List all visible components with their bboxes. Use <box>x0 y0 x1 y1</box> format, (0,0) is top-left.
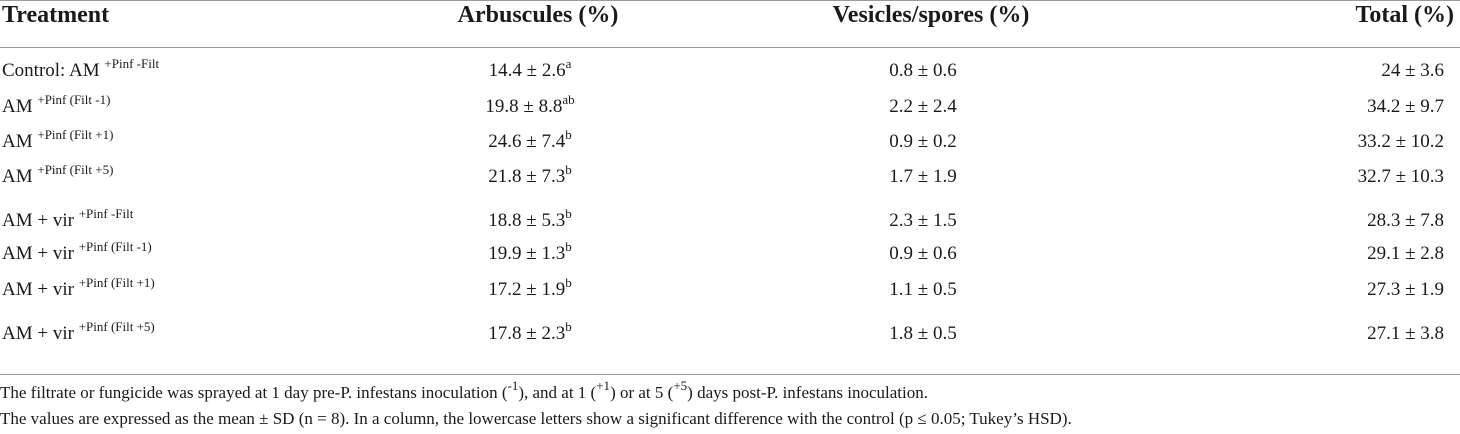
arbuscules-cell <box>380 56 680 82</box>
table-header-rule <box>0 47 1460 48</box>
header-arbuscules: Arbuscules (%) <box>457 2 619 28</box>
table-row <box>0 206 1460 240</box>
treatment-superscript: +Pinf (Filt -1) <box>37 92 111 107</box>
footnote-1-sup-c: +5 <box>673 378 688 393</box>
treatment-superscript: +Pinf (Filt +5) <box>78 319 155 334</box>
vesicles-cell: 2.2 ± 2.4 <box>889 96 957 117</box>
footnote-1-sup-b: +1 <box>596 378 611 393</box>
arbuscules-value: 17.2 ± 1.9 <box>488 279 566 300</box>
arbuscules-cell <box>380 127 680 153</box>
vesicles-cell: 2.3 ± 1.5 <box>889 210 957 231</box>
treatment-superscript: +Pinf -Filt <box>104 56 160 71</box>
footnote-2: The values are expressed as the mean ± SD (n = 8). In a column, the lowercase letters show a significant difference with the control (p ≤ 0.05; Tukey’s HSD). <box>0 409 1072 428</box>
arbuscules-cell <box>380 275 680 301</box>
total-cell: 28.3 ± 7.8 <box>1367 210 1444 231</box>
significance-letter: b <box>565 275 572 290</box>
vesicles-cell: 1.7 ± 1.9 <box>889 166 957 187</box>
vesicles-cell: 1.8 ± 0.5 <box>889 323 957 344</box>
total-cell: 34.2 ± 9.7 <box>1367 96 1444 117</box>
footnote-1 <box>0 378 928 403</box>
arbuscules-value: 18.8 ± 5.3 <box>488 210 566 231</box>
table-row <box>0 275 1460 309</box>
total-cell: 29.1 ± 2.8 <box>1367 243 1444 264</box>
table-row <box>0 127 1460 161</box>
arbuscules-cell <box>380 319 680 345</box>
arbuscules-value: 19.8 ± 8.8 <box>485 96 563 117</box>
treatment-cell <box>2 92 111 118</box>
significance-letter: ab <box>562 92 575 107</box>
significance-letter: b <box>565 162 572 177</box>
treatment-name: AM + vir <box>2 279 79 300</box>
table-row <box>0 162 1460 196</box>
table-row <box>0 319 1460 353</box>
arbuscules-value: 17.8 ± 2.3 <box>488 323 566 344</box>
total-cell: 33.2 ± 10.2 <box>1357 131 1444 152</box>
significance-letter: b <box>565 319 572 334</box>
vesicles-cell: 0.9 ± 0.6 <box>889 243 957 264</box>
total-cell: 24 ± 3.6 <box>1381 60 1444 81</box>
vesicles-cell: 0.9 ± 0.2 <box>889 131 957 152</box>
treatment-superscript: +Pinf (Filt +1) <box>37 127 114 142</box>
arbuscules-value: 19.9 ± 1.3 <box>488 243 566 264</box>
footnote-1-text-c: ) or at 5 ( <box>610 383 674 402</box>
vesicles-cell: 1.1 ± 0.5 <box>889 279 957 300</box>
arbuscules-cell <box>380 206 680 232</box>
total-cell: 27.1 ± 3.8 <box>1367 323 1444 344</box>
treatment-superscript: +Pinf (Filt +1) <box>78 275 155 290</box>
total-cell: 27.3 ± 1.9 <box>1367 279 1444 300</box>
significance-letter: a <box>565 56 572 71</box>
treatment-cell <box>2 162 114 188</box>
header-vesicles-spores: Vesicles/spores (%) <box>832 2 1030 28</box>
footnote-1-text-d: ) days post-P. infestans inoculation. <box>687 383 928 402</box>
table-top-rule <box>0 0 1460 1</box>
arbuscules-cell <box>380 92 680 118</box>
footnote-1-text-b: ), and at 1 ( <box>518 383 597 402</box>
significance-letter: b <box>565 127 572 142</box>
significance-letter: b <box>565 206 572 221</box>
arbuscules-value: 24.6 ± 7.4 <box>488 131 566 152</box>
treatment-name: AM <box>2 166 38 187</box>
treatment-name: AM + vir <box>2 210 79 231</box>
table-row <box>0 56 1460 90</box>
header-total: Total (%) <box>1355 2 1454 28</box>
footnote-1-text-a: The filtrate or fungicide was sprayed at 1 day pre-P. infestans inoculation ( <box>0 383 508 402</box>
arbuscules-value: 14.4 ± 2.6 <box>488 60 566 81</box>
total-cell: 32.7 ± 10.3 <box>1357 166 1444 187</box>
treatment-cell <box>2 56 160 82</box>
treatment-cell <box>2 319 155 345</box>
table-bottom-rule <box>0 374 1460 375</box>
treatment-cell <box>2 275 155 301</box>
treatment-superscript: +Pinf -Filt <box>78 206 134 221</box>
header-treatment: Treatment <box>2 2 110 28</box>
treatment-superscript: +Pinf (Filt -1) <box>78 239 152 254</box>
table-header-row <box>0 2 1460 32</box>
treatment-cell <box>2 206 134 232</box>
table-row <box>0 239 1460 273</box>
arbuscules-cell <box>380 162 680 188</box>
significance-letter: b <box>565 239 572 254</box>
treatment-superscript: +Pinf (Filt +5) <box>37 162 114 177</box>
table-row <box>0 92 1460 126</box>
treatment-name: AM + vir <box>2 243 79 264</box>
arbuscules-value: 21.8 ± 7.3 <box>488 166 566 187</box>
arbuscules-cell <box>380 239 680 265</box>
treatment-name: Control: AM <box>2 60 105 81</box>
footnote-1-sup-a: -1 <box>507 378 519 393</box>
treatment-name: AM <box>2 131 38 152</box>
treatment-name: AM + vir <box>2 323 79 344</box>
treatment-cell <box>2 239 152 265</box>
treatment-cell <box>2 127 114 153</box>
treatment-name: AM <box>2 96 38 117</box>
vesicles-cell: 0.8 ± 0.6 <box>889 60 957 81</box>
